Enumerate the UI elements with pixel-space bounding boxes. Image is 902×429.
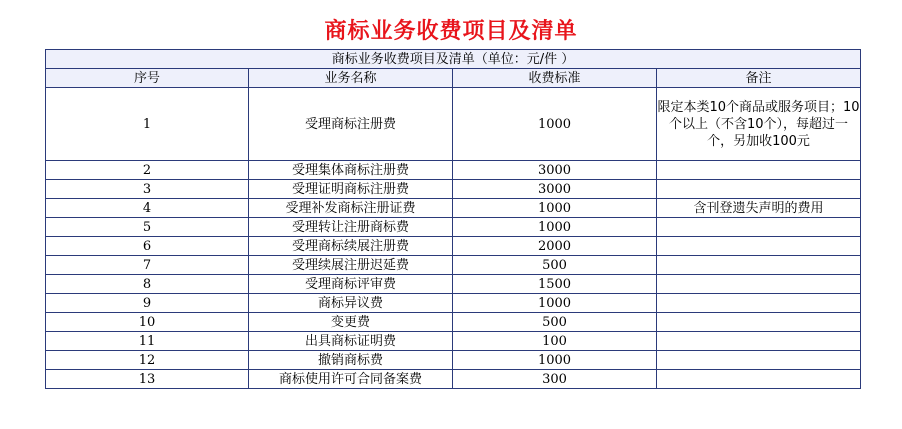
row-fee: 500 (453, 313, 657, 332)
row-note: 限定本类10个商品或服务项目；10个以上（不含10个），每超过一个，另加收100元 (657, 88, 861, 161)
row-fee: 1000 (453, 351, 657, 370)
row-service-name: 变更费 (249, 313, 453, 332)
row-fee: 1000 (453, 88, 657, 161)
row-fee: 1500 (453, 275, 657, 294)
row-service-name: 受理证明商标注册费 (249, 180, 453, 199)
row-fee: 100 (453, 332, 657, 351)
row-note (657, 370, 861, 389)
row-service-name: 出具商标证明费 (249, 332, 453, 351)
table-row (46, 332, 861, 351)
row-note (657, 313, 861, 332)
row-number: 13 (46, 370, 249, 389)
table-row (46, 256, 861, 275)
row-fee: 1000 (453, 218, 657, 237)
row-note (657, 161, 861, 180)
row-fee: 1000 (453, 294, 657, 313)
table-row (46, 275, 861, 294)
row-number: 12 (46, 351, 249, 370)
row-note (657, 275, 861, 294)
row-number: 3 (46, 180, 249, 199)
row-service-name: 受理集体商标注册费 (249, 161, 453, 180)
page-title: 商标业务收费项目及清单 (324, 19, 578, 44)
row-number: 2 (46, 161, 249, 180)
row-note (657, 237, 861, 256)
row-note (657, 294, 861, 313)
row-fee: 300 (453, 370, 657, 389)
row-service-name: 受理补发商标注册证费 (249, 199, 453, 218)
row-number: 10 (46, 313, 249, 332)
row-service-name: 受理转让注册商标费 (249, 218, 453, 237)
table-row (46, 351, 861, 370)
row-service-name: 受理续展注册迟延费 (249, 256, 453, 275)
row-fee: 1000 (453, 199, 657, 218)
table-row (46, 161, 861, 180)
row-number: 8 (46, 275, 249, 294)
row-note (657, 351, 861, 370)
row-service-name: 受理商标注册费 (249, 88, 453, 161)
row-number: 6 (46, 237, 249, 256)
header-name: 业务名称 (249, 69, 453, 88)
row-note (657, 180, 861, 199)
row-service-name: 撤销商标费 (249, 351, 453, 370)
row-fee: 3000 (453, 161, 657, 180)
table-row (46, 294, 861, 313)
row-number: 7 (46, 256, 249, 275)
table-row (46, 88, 861, 161)
row-note (657, 218, 861, 237)
row-number: 5 (46, 218, 249, 237)
row-service-name: 商标使用许可合同备案费 (249, 370, 453, 389)
row-number: 4 (46, 199, 249, 218)
table-caption: 商标业务收费项目及清单（单位：元/件 ） (46, 50, 861, 69)
row-number: 9 (46, 294, 249, 313)
row-note (657, 332, 861, 351)
row-service-name: 受理商标续展注册费 (249, 237, 453, 256)
row-fee: 3000 (453, 180, 657, 199)
table-row (46, 180, 861, 199)
row-note: 含刊登遗失声明的费用 (657, 199, 861, 218)
row-number: 1 (46, 88, 249, 161)
table-row (46, 218, 861, 237)
fee-table (45, 49, 861, 389)
table-header-row (46, 69, 861, 88)
table-row (46, 370, 861, 389)
header-note: 备注 (657, 69, 861, 88)
table-row (46, 313, 861, 332)
row-note (657, 256, 861, 275)
row-fee: 500 (453, 256, 657, 275)
header-fee: 收费标准 (453, 69, 657, 88)
row-service-name: 受理商标评审费 (249, 275, 453, 294)
header-no: 序号 (46, 69, 249, 88)
table-row (46, 237, 861, 256)
row-service-name: 商标异议费 (249, 294, 453, 313)
table-row (46, 199, 861, 218)
row-number: 11 (46, 332, 249, 351)
table-caption-row (46, 50, 861, 69)
row-fee: 2000 (453, 237, 657, 256)
